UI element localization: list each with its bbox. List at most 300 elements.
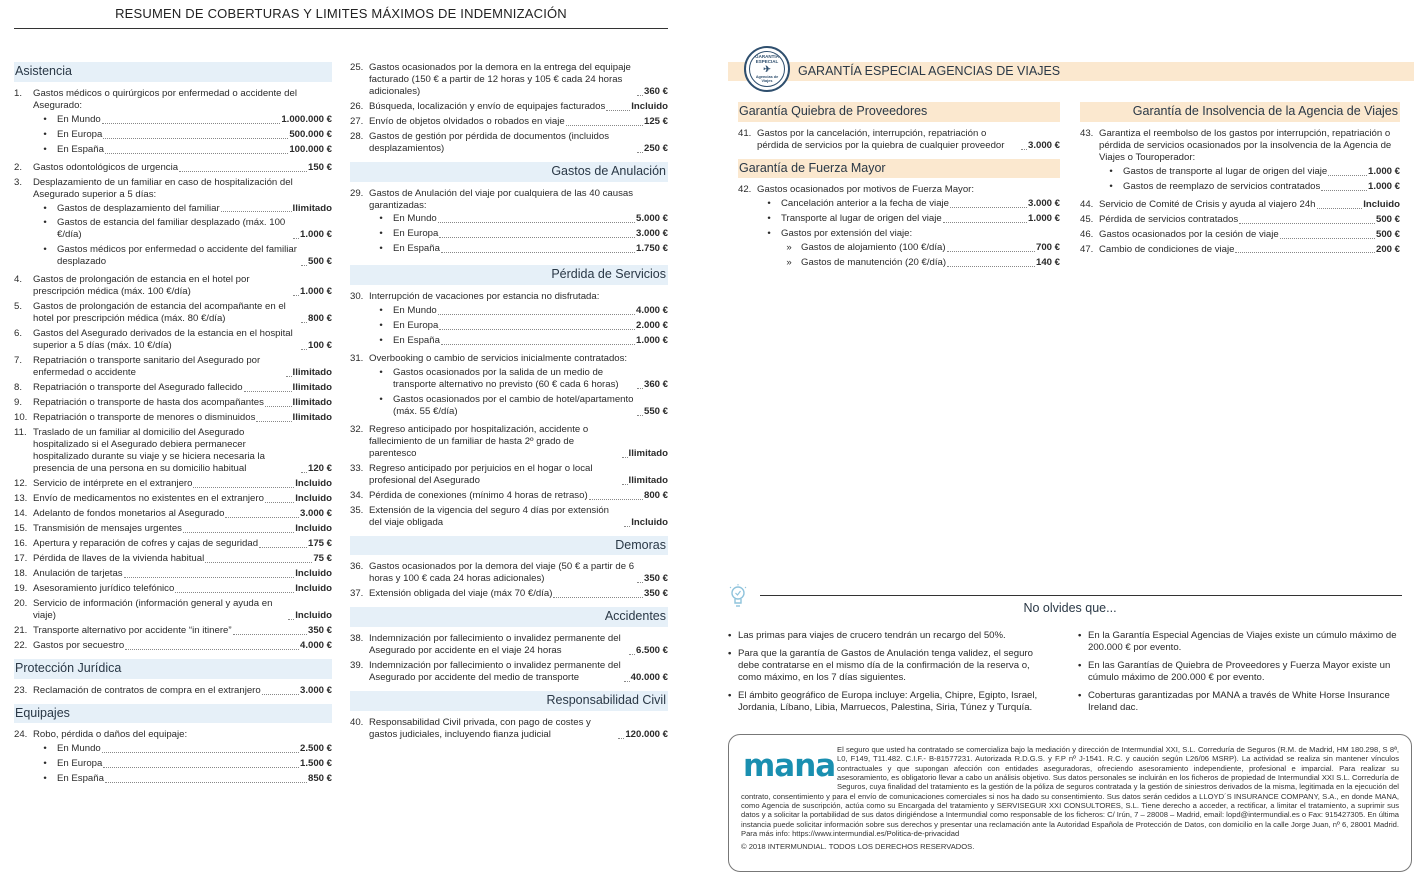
coverage-section xyxy=(14,704,332,789)
item-number: 5. xyxy=(14,301,23,313)
bullet: • xyxy=(379,320,383,332)
coverage-line xyxy=(369,188,668,212)
dot-leader xyxy=(606,110,630,111)
coverage-line xyxy=(393,320,668,332)
bullet: • xyxy=(43,743,47,755)
coverage-limit: 1.000 € xyxy=(299,286,332,298)
sub-item xyxy=(369,305,668,317)
item-body xyxy=(369,490,668,502)
mana-logo: mana xyxy=(743,748,836,784)
coverage-limit: Incluido xyxy=(1363,198,1400,210)
coverage-text: Repatriación o transporte sanitario del Asegurado por enfermedad o accidente xyxy=(33,355,261,379)
tip-item xyxy=(1078,690,1404,714)
coverage-line xyxy=(369,505,668,529)
coverage-line xyxy=(1123,166,1400,178)
coverage-limit: 200 € xyxy=(1375,243,1400,255)
bullet: • xyxy=(1078,630,1082,641)
item-body xyxy=(369,561,668,585)
item-body xyxy=(33,508,332,520)
coverage-item xyxy=(14,177,332,272)
bullet: • xyxy=(43,758,47,770)
tip-text: Para que la garantía de Gastos de Anulación tenga validez, el seguro debe contratarse en el mismo día de la confirmación de la reserva o, como máximo, en los 7 días siguientes. xyxy=(738,647,1033,683)
sub-item xyxy=(33,758,332,770)
coverage-text: Interrupción de vacaciones por estancia no disfrutada: xyxy=(369,291,600,303)
sub-sub-item xyxy=(777,257,1060,269)
item-body xyxy=(33,583,332,595)
coverage-text: Cambio de condiciones de viaje xyxy=(1099,243,1235,255)
coverage-item xyxy=(350,561,668,585)
coverage-text: Anulación de tarjetas xyxy=(33,568,123,580)
sub-item xyxy=(369,367,668,391)
coverage-limit: 550 € xyxy=(643,405,668,417)
coverage-line xyxy=(33,625,332,637)
coverage-text: Gastos por secuestro xyxy=(33,640,125,652)
coverage-text: Gastos por la cancelación, interrupción, repatriación o pérdida de servicios por la quiebra de cualquier proveedor xyxy=(757,127,1005,151)
coverage-text: Gastos ocasionados por la demora en la entrega del equipaje facturado (150 € a partir de 12 horas y 105 € cada 24 horas adicionales) xyxy=(369,62,631,97)
dot-leader xyxy=(301,349,307,350)
item-number: 35. xyxy=(350,504,364,516)
dot-leader xyxy=(301,472,307,473)
sub-body xyxy=(393,213,668,225)
coverage-limit: Ilimitado xyxy=(292,367,332,379)
dot-leader xyxy=(286,376,292,377)
dot-leader xyxy=(1021,149,1027,150)
coverage-line xyxy=(393,228,668,240)
coverage-line xyxy=(33,177,332,201)
coverage-text: Gastos médicos o quirúrgicos por enfermedad o accidente del Asegurado: xyxy=(33,87,297,111)
bullet: • xyxy=(1078,689,1082,701)
coverage-line xyxy=(393,394,668,418)
sub-body xyxy=(393,320,668,332)
item-body xyxy=(369,131,668,155)
coverage-text: Pérdida de conexiones (mínimo 4 horas de retraso) xyxy=(369,489,588,501)
item-number: 30. xyxy=(350,291,364,303)
coverage-text: Gastos de reemplazo de servicios contratados xyxy=(1123,180,1321,192)
bullet: • xyxy=(43,217,47,229)
coverage-item xyxy=(350,717,668,741)
coverage-item xyxy=(14,553,332,565)
coverage-text: En España xyxy=(57,143,104,155)
coverage-line xyxy=(757,128,1060,152)
coverage-item xyxy=(14,427,332,475)
coverage-text: Repatriación o transporte de menores o disminuidos xyxy=(33,412,256,424)
sub-body xyxy=(1123,166,1400,178)
coverage-text: Gastos por extensión del viaje: xyxy=(781,228,913,240)
coverage-line xyxy=(33,568,332,580)
coverage-limit: 500 € xyxy=(1375,213,1400,225)
coverage-limit: 4.000 € xyxy=(635,305,668,317)
dot-leader xyxy=(637,415,643,416)
sub-item xyxy=(33,144,332,156)
item-body xyxy=(33,412,332,424)
coverage-text: En Mundo xyxy=(57,113,101,125)
dot-leader xyxy=(637,388,643,389)
bullet: • xyxy=(728,689,732,701)
coverage-limit: 40.000 € xyxy=(630,671,668,683)
dot-leader xyxy=(265,502,294,503)
item-number: 46. xyxy=(1080,228,1094,240)
coverage-limit: 500 € xyxy=(1375,228,1400,240)
item-body xyxy=(369,116,668,128)
dot-leader xyxy=(637,152,643,153)
coverage-item xyxy=(14,88,332,159)
tip-text: Coberturas garantizadas por MANA a través de White Horse Insurance Ireland dac. xyxy=(1088,689,1390,713)
section-heading: Responsabilidad Civil xyxy=(350,691,668,711)
coverage-item xyxy=(14,640,332,652)
item-number: 8. xyxy=(14,382,23,394)
coverage-item xyxy=(14,523,332,535)
coverage-text: Garantiza el reembolso de los gastos por interrupción, repatriación o pérdida de servicios ocasionados por la insolvencia de la Agencia de Viajes o Touroperador: xyxy=(1099,127,1392,163)
coverage-text: Servicio de Comité de Crisis y ayuda al viajero 24h xyxy=(1099,198,1316,210)
dot-leader xyxy=(179,171,307,172)
sub-body xyxy=(781,198,1060,210)
coverage-line xyxy=(33,274,332,298)
coverage-line xyxy=(781,213,1060,225)
coverage-limit: 500.000 € xyxy=(289,128,332,140)
coverage-line xyxy=(33,523,332,535)
dot-leader xyxy=(124,577,295,578)
item-body xyxy=(33,553,332,565)
bullet: • xyxy=(43,128,47,140)
dot-leader xyxy=(193,487,294,488)
item-number: 25. xyxy=(350,62,364,73)
coverage-line xyxy=(1099,214,1400,226)
bullet: » xyxy=(786,257,792,269)
coverage-line xyxy=(33,640,332,652)
sub-sub-item xyxy=(777,242,1060,254)
sub-item xyxy=(369,394,668,418)
coverage-line xyxy=(781,198,1060,210)
dot-leader xyxy=(441,344,635,345)
coverage-line xyxy=(57,773,332,785)
item-body xyxy=(1099,199,1400,211)
coverage-line xyxy=(33,538,332,550)
coverage-line xyxy=(33,598,332,622)
item-body xyxy=(1099,128,1400,196)
sub-item xyxy=(1099,166,1400,178)
dot-leader xyxy=(441,252,635,253)
item-body xyxy=(369,62,668,98)
dot-leader xyxy=(624,681,630,682)
dot-leader xyxy=(225,517,299,518)
item-number: 40. xyxy=(350,716,364,728)
coverage-text: Robo, pérdida o daños del equipaje: xyxy=(33,729,188,741)
item-body xyxy=(369,291,668,350)
dot-leader xyxy=(1239,223,1375,224)
tips-right xyxy=(1078,630,1404,720)
bullet: • xyxy=(379,243,383,255)
coverage-limit: 1.000 € xyxy=(1367,165,1400,177)
item-number: 19. xyxy=(14,583,28,595)
dot-leader xyxy=(629,654,635,655)
item-body xyxy=(33,640,332,652)
item-body xyxy=(757,128,1060,152)
coverage-item xyxy=(14,538,332,550)
coverage-text: Gastos de Anulación del viaje por cualquiera de las 40 causas garantizadas: xyxy=(369,187,633,211)
sub-sub-body xyxy=(801,242,1060,254)
coverage-text: Búsqueda, localización y envío de equipajes facturados xyxy=(369,100,606,112)
coverage-limit: 1.500 € xyxy=(299,758,332,770)
coverage-item xyxy=(14,583,332,595)
coverage-limit: 3.000 € xyxy=(299,684,332,696)
bullet: • xyxy=(43,202,47,214)
copyright: © 2018 INTERMUNDIAL. TODOS LOS DERECHOS RESERVADOS. xyxy=(741,842,975,852)
dot-leader xyxy=(438,222,635,223)
coverage-text: Extensión obligada del viaje (máx 70 €/día) xyxy=(369,588,553,600)
item-number: 2. xyxy=(14,161,23,173)
section-heading: Protección Jurídica xyxy=(14,659,332,679)
coverage-limit: Ilimitado xyxy=(628,474,668,486)
item-body xyxy=(369,588,668,600)
coverage-text: Gastos del Asegurado derivados de la estancia en el hospital superior a 5 días (máx. 10 €/día) xyxy=(33,328,293,352)
item-number: 38. xyxy=(350,633,364,644)
item-number: 44. xyxy=(1080,198,1094,210)
item-number: 33. xyxy=(350,462,364,474)
sub-body xyxy=(57,114,332,126)
dot-leader xyxy=(1280,238,1375,239)
dot-leader xyxy=(175,592,294,593)
coverage-text: Servicio de información (información general y ayuda en viaje) xyxy=(33,598,273,622)
coverage-text: Asesoramiento jurídico telefónico xyxy=(33,583,175,595)
coverage-line xyxy=(369,101,668,113)
coverage-limit: 250 € xyxy=(643,142,668,154)
item-body xyxy=(33,523,332,535)
sub-body xyxy=(1123,181,1400,193)
coverage-limit: 2.500 € xyxy=(299,743,332,755)
item-body xyxy=(33,355,332,379)
item-number: 16. xyxy=(14,538,28,550)
section-heading: Garantía de Insolvencia de la Agencia de Viajes xyxy=(1080,102,1400,122)
coverage-text: Gastos de prolongación de estancia del acompañante en el hotel por prescripción médica (máx. 80 €/día) xyxy=(33,301,286,325)
coverage-text: Indemnización por fallecimiento o invalidez permanente del Asegurado por accidente en el viaje 24 horas xyxy=(369,633,621,656)
coverage-text: En España xyxy=(393,243,440,255)
legal-box xyxy=(728,734,1412,872)
dot-leader xyxy=(262,694,299,695)
coverage-text: Gastos ocasionados por el cambio de hotel/apartamento (máx. 55 €/día) xyxy=(393,393,634,417)
coverage-line xyxy=(801,257,1060,269)
coverage-line xyxy=(33,729,332,741)
item-body xyxy=(33,397,332,409)
tip-item xyxy=(1078,630,1404,654)
item-body xyxy=(369,660,668,684)
coverage-limit: 75 € xyxy=(313,553,332,565)
item-body xyxy=(33,685,332,697)
tips-left xyxy=(728,630,1042,720)
dot-leader xyxy=(1321,190,1367,191)
coverage-item xyxy=(14,274,332,298)
item-number: 43. xyxy=(1080,127,1094,139)
sub-body xyxy=(781,228,1060,272)
coverage-line xyxy=(57,203,332,215)
sub-body xyxy=(393,394,668,418)
sub-item xyxy=(369,213,668,225)
dot-leader xyxy=(233,634,307,635)
coverage-line xyxy=(57,114,332,126)
column-2 xyxy=(350,62,668,748)
coverage-limit: 350 € xyxy=(307,625,332,637)
coverage-item xyxy=(1080,128,1400,196)
coverage-line xyxy=(369,62,668,98)
coverage-limit: Ilimitado xyxy=(292,397,332,409)
coverage-item xyxy=(350,101,668,113)
tip-text: En la Garantía Especial Agencias de Viajes existe un cúmulo máximo de 200.000 € por evento. xyxy=(1088,630,1397,653)
coverage-line xyxy=(33,301,332,325)
tip-item xyxy=(728,690,1042,714)
coverage-line xyxy=(57,758,332,770)
coverage-text: Gastos de alojamiento (100 €/día) xyxy=(801,242,946,254)
coverage-limit: 700 € xyxy=(1035,242,1060,254)
item-body xyxy=(1099,214,1400,226)
dot-leader xyxy=(265,406,292,407)
coverage-line xyxy=(33,493,332,505)
coverage-line xyxy=(1099,128,1400,164)
coverage-item xyxy=(350,505,668,529)
coverage-section xyxy=(350,691,668,741)
dot-leader xyxy=(105,153,288,154)
coverage-limit: 100 € xyxy=(307,340,332,352)
coverage-text: Adelanto de fondos monetarios al Asegurado xyxy=(33,508,225,520)
bullet: • xyxy=(379,305,383,317)
dot-leader xyxy=(438,314,635,315)
section-heading: Equipajes xyxy=(14,704,332,724)
coverage-item xyxy=(14,508,332,520)
item-number: 37. xyxy=(350,588,364,600)
sub-body xyxy=(57,758,332,770)
coverage-item xyxy=(14,355,332,379)
tip-text: El ámbito geográfico de Europa incluye: Argelia, Chipre, Egipto, Israel, Jordania, Líbano, Libia, Marruecos, Palestina, Siria, Túnez y Turquía. xyxy=(738,689,1038,713)
coverage-limit: 350 € xyxy=(643,588,668,600)
coverage-line xyxy=(57,144,332,156)
coverage-text: Gastos médicos por enfermedad o accidente del familiar desplazado xyxy=(57,244,297,268)
sub-body xyxy=(57,244,332,268)
coverage-limit: 6.500 € xyxy=(635,644,668,656)
coverage-section xyxy=(738,159,1060,276)
sub-body xyxy=(393,335,668,347)
coverage-limit: 100.000 € xyxy=(289,143,332,155)
coverage-text: Pérdida de llaves de la vivienda habitual xyxy=(33,553,205,565)
lightbulb-icon xyxy=(728,583,748,609)
coverage-text: Transporte alternativo por accidente “in itinere” xyxy=(33,625,232,637)
coverage-line xyxy=(1099,244,1400,256)
item-number: 9. xyxy=(14,397,23,409)
tip-item xyxy=(728,630,1042,642)
coverage-text: Transporte al lugar de origen del viaje xyxy=(781,213,942,225)
bullet: • xyxy=(1109,165,1113,177)
coverage-text: Gastos de transporte al lugar de origen del viaje xyxy=(1123,165,1328,177)
item-number: 42. xyxy=(738,184,752,196)
bullet: • xyxy=(43,143,47,155)
item-number: 23. xyxy=(14,684,28,696)
agency-badge-icon: GARANTÍA ESPECIAL ✈ Agencias de Viajes xyxy=(744,46,790,92)
coverage-text: Gastos de estancia del familiar desplazado (máx. 100 €/día) xyxy=(57,217,286,241)
coverage-limit: Incluido xyxy=(295,493,332,505)
coverage-text: Transmisión de mensajes urgentes xyxy=(33,523,182,535)
dot-leader xyxy=(439,329,635,330)
item-number: 4. xyxy=(14,274,23,286)
item-number: 31. xyxy=(350,353,364,364)
coverage-line xyxy=(1099,199,1400,211)
coverage-limit: 2.000 € xyxy=(635,320,668,332)
item-number: 1. xyxy=(14,87,23,99)
dot-leader xyxy=(637,582,643,583)
sub-item xyxy=(369,243,668,255)
tip-item xyxy=(728,648,1042,684)
coverage-text: Envío de medicamentos no existentes en el extranjero xyxy=(33,493,264,505)
bullet: • xyxy=(1109,180,1113,192)
item-number: 27. xyxy=(350,115,364,127)
coverage-item xyxy=(14,493,332,505)
dot-leader xyxy=(553,597,643,598)
coverage-item xyxy=(350,116,668,128)
bullet: • xyxy=(379,213,383,225)
coverage-limit: 500 € xyxy=(307,256,332,268)
coverage-line xyxy=(33,162,332,174)
bullet: • xyxy=(1078,659,1082,671)
item-body xyxy=(369,101,668,113)
bullet: • xyxy=(728,630,732,641)
item-body xyxy=(33,382,332,394)
bullet: • xyxy=(379,335,383,347)
item-body xyxy=(369,353,668,421)
coverage-text: En España xyxy=(57,773,104,785)
dot-leader xyxy=(947,266,1035,267)
item-body xyxy=(1099,244,1400,256)
dot-leader xyxy=(102,752,299,753)
coverage-line xyxy=(33,382,332,394)
coverage-text: Pérdida de servicios contratados xyxy=(1099,213,1239,225)
coverage-line xyxy=(1123,181,1400,193)
coverage-text: Gastos de prolongación de estancia en el hotel por prescripción médica (máx. 100 €/día) xyxy=(33,274,250,298)
coverage-text: Indemnización por fallecimiento o invalidez permanente del Asegurado por accidente del medio de transporte xyxy=(369,659,621,683)
coverage-text: Envío de objetos olvidados o robados en viaje xyxy=(369,115,565,127)
column-3a xyxy=(738,102,1060,282)
coverage-limit: 1.000 € xyxy=(635,335,668,347)
coverage-line xyxy=(57,743,332,755)
column-1 xyxy=(14,62,332,795)
item-number: 39. xyxy=(350,659,364,671)
coverage-line xyxy=(33,583,332,595)
coverage-text: Gastos de gestión por pérdida de documentos (incluidos desplazamientos) xyxy=(369,130,609,154)
sub-item xyxy=(757,228,1060,272)
coverage-limit: Ilimitado xyxy=(292,412,332,424)
coverage-text: Regreso anticipado por perjuicios en el hogar o local profesional del Asegurado xyxy=(369,462,593,486)
dot-leader xyxy=(301,265,307,266)
coverage-text: Gastos ocasionados por la salida de un medio de transporte alternativo no previsto (60 € cada 6 horas) xyxy=(393,366,619,390)
coverage-item xyxy=(738,184,1060,275)
coverage-limit: Incluido xyxy=(631,100,668,112)
coverage-limit: Incluido xyxy=(295,583,332,595)
dot-leader xyxy=(589,499,643,500)
coverage-limit: 125 € xyxy=(643,115,668,127)
coverage-line xyxy=(393,335,668,347)
dot-leader xyxy=(244,391,292,392)
sub-item xyxy=(369,320,668,332)
coverage-line xyxy=(369,116,668,128)
sub-item xyxy=(1099,181,1400,193)
bullet: • xyxy=(379,366,383,378)
item-body xyxy=(369,188,668,259)
coverage-line xyxy=(369,490,668,502)
sub-item xyxy=(757,198,1060,210)
item-number: 7. xyxy=(14,355,23,367)
coverage-text: Gastos ocasionados por motivos de Fuerza Mayor: xyxy=(757,184,975,196)
item-body xyxy=(369,505,668,529)
dot-leader xyxy=(637,95,643,96)
coverage-text: Overbooking o cambio de servicios inicialmente contratados: xyxy=(369,353,628,364)
sub-body xyxy=(393,367,668,391)
coverage-line xyxy=(393,367,668,391)
bullet: • xyxy=(43,113,47,125)
